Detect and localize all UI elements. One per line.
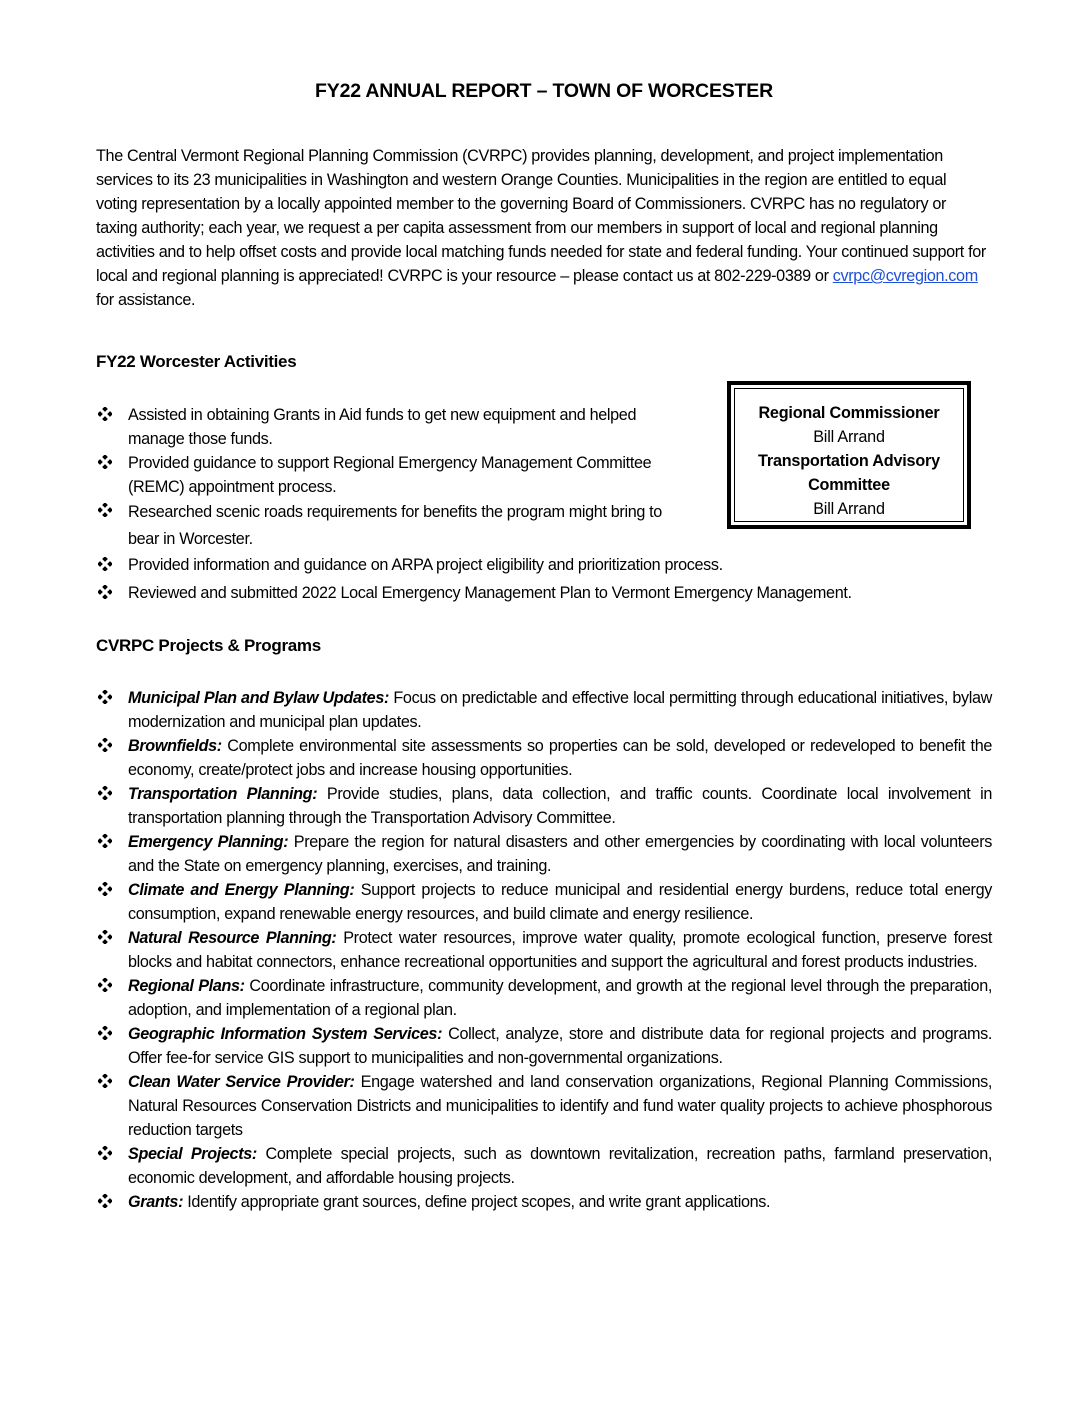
- list-item: Reviewed and submitted 2022 Local Emergency Management Plan to Vermont Emergency Management.: [96, 581, 991, 605]
- list-item: Municipal Plan and Bylaw Updates: Focus on predictable and effective local permitting through educational initiatives, bylaw modernization and municipal plan updates.: [96, 686, 992, 734]
- program-label: Emergency Planning:: [128, 833, 289, 851]
- list-item: Emergency Planning: Prepare the region for natural disasters and other emergencies by coordinating with local volunteers and the State on emergency planning, exercises, and training.: [96, 830, 992, 878]
- intro-text-end: for assistance.: [96, 291, 196, 309]
- diamond-bullet-icon: [98, 407, 112, 421]
- programs-list: [96, 686, 992, 1214]
- list-item: Brownfields: Complete environmental site assessments so properties can be sold, developed or redeveloped to benefit the economy, create/protect jobs and increase housing opportunities.: [96, 734, 992, 782]
- list-item: Climate and Energy Planning: Support projects to reduce municipal and residential energy burdens, reduce total energy consumption, expand renewable energy resources, and build climate and energy resilience.: [96, 878, 992, 926]
- diamond-bullet-icon: [98, 1074, 112, 1088]
- intro-text: The Central Vermont Regional Planning Commission (CVRPC) provides planning, development, and project implementation services to its 23 municipalities in Washington and western Orange Counties. Municipalities in the region are entitled to equal voting representation by a locally appointed member to the governing Board of Commissioners. CVRPC has no regulatory or taxing authority; each year, we request a per capita assessment from our members in support of local and regional planning activities and to help offset costs and provide local matching funds needed for state and federal funding. Your continued support for local and regional planning is appreciated! CVRPC is your resource – please contact us at 802-229-0389 or: [96, 147, 986, 285]
- tac-member-name: Bill Arrand: [813, 500, 885, 518]
- program-label: Natural Resource Planning:: [128, 929, 337, 947]
- program-label: Municipal Plan and Bylaw Updates:: [128, 689, 390, 707]
- program-label: Brownfields:: [128, 737, 222, 755]
- regional-commissioner-label: Regional Commissioner: [758, 404, 940, 422]
- activities-list-bottom: [96, 553, 991, 609]
- representatives-box: [727, 381, 971, 529]
- list-item: Transportation Planning: Provide studies, plans, data collection, and traffic counts. Coordinate local involvement in transportation planning through the Transportation Advisory Committee.: [96, 782, 992, 830]
- list-item: Grants: Identify appropriate grant sources, define project scopes, and write grant applications.: [96, 1190, 992, 1214]
- list-item: Provided information and guidance on ARPA project eligibility and prioritization process.: [96, 553, 991, 577]
- programs-heading: CVRPC Projects & Programs: [96, 636, 321, 655]
- diamond-bullet-icon: [98, 834, 112, 848]
- diamond-bullet-icon: [98, 585, 112, 599]
- representatives-box-inner: [734, 388, 964, 522]
- program-label: Geographic Information System Services:: [128, 1025, 443, 1043]
- list-item: Geographic Information System Services: Collect, analyze, store and distribute data for regional projects and programs. Offer fee-for service GIS support to municipalities and non-governmental organizations.: [96, 1022, 992, 1070]
- diamond-bullet-icon: [98, 690, 112, 704]
- diamond-bullet-icon: [98, 455, 112, 469]
- activities-list-top: [96, 403, 696, 553]
- diamond-bullet-icon: [98, 738, 112, 752]
- program-label: Regional Plans:: [128, 977, 245, 995]
- activities-heading: FY22 Worcester Activities: [96, 352, 297, 371]
- diamond-bullet-icon: [98, 978, 112, 992]
- tac-label: Transportation Advisory Committee: [758, 452, 940, 494]
- program-label: Climate and Energy Planning:: [128, 881, 355, 899]
- diamond-bullet-icon: [98, 930, 112, 944]
- list-item: Natural Resource Planning: Protect water resources, improve water quality, promote ecological function, preserve forest blocks and habitat connectors, enhance recreational opportunities and support the agricultural and forest products industries.: [96, 926, 992, 974]
- email-link[interactable]: cvrpc@cvregion.com: [832, 267, 978, 285]
- program-label: Clean Water Service Provider:: [128, 1073, 355, 1091]
- intro-paragraph: [96, 144, 991, 312]
- list-item: Researched scenic roads requirements for benefits the program might bring to bear in Worcester.: [96, 499, 696, 553]
- program-label: Transportation Planning:: [128, 785, 318, 803]
- program-label: Special Projects:: [128, 1145, 257, 1163]
- regional-commissioner-name: Bill Arrand: [813, 428, 885, 446]
- program-label: Grants:: [128, 1193, 184, 1211]
- diamond-bullet-icon: [98, 1194, 112, 1208]
- list-item: Assisted in obtaining Grants in Aid funds to get new equipment and helped manage those funds.: [96, 403, 696, 451]
- diamond-bullet-icon: [98, 557, 112, 571]
- list-item: Clean Water Service Provider: Engage watershed and land conservation organizations, Regional Planning Commissions, Natural Resources Conservation Districts and municipalities to identify and fund water quality projects to achieve phosphorous reduction targets: [96, 1070, 992, 1142]
- list-item: Regional Plans: Coordinate infrastructure, community development, and growth at the regional level through the preparation, adoption, and implementation of a regional plan.: [96, 974, 992, 1022]
- list-item: Special Projects: Complete special projects, such as downtown revitalization, recreation paths, farmland preservation, economic development, and affordable housing projects.: [96, 1142, 992, 1190]
- list-item: Provided guidance to support Regional Emergency Management Committee (REMC) appointment process.: [96, 451, 696, 499]
- diamond-bullet-icon: [98, 1146, 112, 1160]
- diamond-bullet-icon: [98, 786, 112, 800]
- diamond-bullet-icon: [98, 1026, 112, 1040]
- diamond-bullet-icon: [98, 503, 112, 517]
- diamond-bullet-icon: [98, 882, 112, 896]
- page-title: FY22 ANNUAL REPORT – TOWN OF WORCESTER: [315, 80, 773, 102]
